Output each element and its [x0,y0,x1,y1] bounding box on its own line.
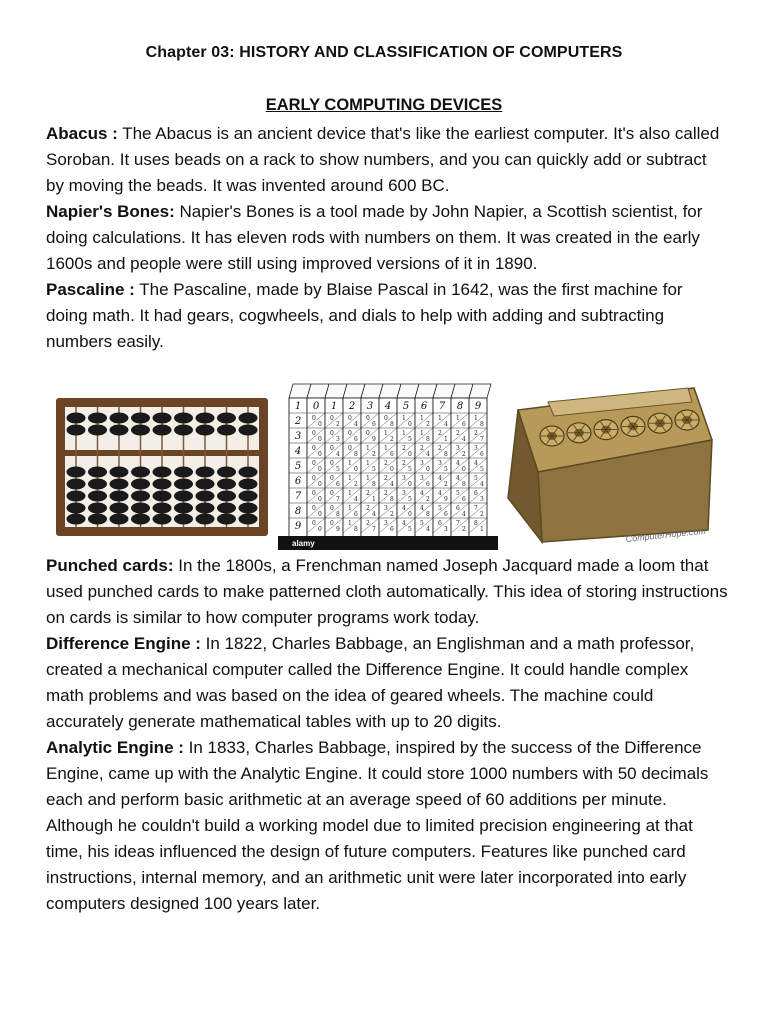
bone-ones-digit: 0 [408,451,412,458]
bone-ones-digit: 2 [390,511,394,518]
bone-ones-digit: 5 [408,466,412,473]
paragraph-analytic-engine [46,735,728,917]
bone-tens-digit: 1 [384,445,388,452]
bone-tens-digit: 0 [312,475,316,482]
bone-header-digit: 6 [420,401,428,412]
bone-tens-digit: 2 [402,445,406,452]
abacus-bead [153,479,172,490]
abacus-bead [217,425,236,436]
computerhope-watermark: ComputerHope.com [625,525,707,544]
bone-top [469,384,491,398]
paragraph-napiers-bones [46,199,728,277]
bone-tens-digit: 1 [438,415,442,422]
abacus-bead [67,467,86,478]
bone-ones-digit: 6 [372,421,376,428]
abacus-bead [217,413,236,424]
bone-ones-digit: 4 [426,451,430,458]
abacus-bead [217,514,236,525]
abacus-bead [174,413,193,424]
bone-ones-digit: 2 [480,511,484,518]
bone-tens-digit: 3 [384,520,388,527]
bone-tens-digit: 0 [312,505,316,512]
abacus-bead [239,479,258,490]
bone-ones-digit: 6 [354,511,358,518]
bone-ones-digit: 2 [462,526,466,533]
bone-ones-digit: 3 [336,436,340,443]
bone-tens-digit: 5 [420,520,424,527]
bone-tens-digit: 1 [348,490,352,497]
abacus-bead [153,425,172,436]
text-pascaline: The Pascaline, made by Blaise Pascal in 1642, was the first machine for doing math. It had gears, cogwheels, and dials to help with adding and subtracting numbers easily. [46,280,683,351]
bone-ones-digit: 2 [462,451,466,458]
bone-ones-digit: 8 [462,481,466,488]
term-abacus: Abacus : [46,124,118,143]
bone-ones-digit: 0 [318,496,322,503]
bone-tens-digit: 4 [456,475,460,482]
paragraph-punched-cards [46,553,728,631]
bone-ones-digit: 1 [480,526,484,533]
section-title: EARLY COMPUTING DEVICES [265,96,503,114]
abacus-bead [110,491,129,502]
bone-ones-digit: 4 [426,526,430,533]
bone-ones-digit: 2 [372,451,376,458]
bone-tens-digit: 2 [366,490,370,497]
bone-tens-digit: 1 [348,505,352,512]
bone-ones-digit: 9 [444,496,448,503]
abacus-bead [174,503,193,514]
bone-rod [325,398,343,537]
bone-ones-digit: 6 [336,481,340,488]
bone-ones-digit: 0 [390,466,394,473]
paragraph-pascaline [46,277,728,355]
bone-ones-digit: 9 [336,526,340,533]
abacus-bead [174,425,193,436]
bone-ones-digit: 6 [390,526,394,533]
abacus-bead [239,467,258,478]
bone-row-label: 5 [294,461,302,472]
abacus-bead [67,491,86,502]
abacus-bead [88,514,107,525]
abacus-bead [131,425,150,436]
text-punched-cards: In the 1800s, a Frenchman named Joseph Jacquard made a loom that used punched cards to make patterned cloth automatically. This idea of storing instructions on cards is similar to how computer programs work today. [46,556,728,627]
bone-tens-digit: 0 [312,520,316,527]
bone-tens-digit: 2 [474,430,478,437]
bone-rod [379,398,397,537]
bone-row-label: 8 [294,506,302,517]
abacus-bead [196,425,215,436]
abacus-bead [67,425,86,436]
abacus-bead [110,479,129,490]
bone-ones-digit: 8 [480,421,484,428]
bone-rod [433,398,451,537]
bone-row-label: 7 [294,491,302,502]
bone-ones-digit: 2 [426,421,430,428]
abacus-bead [174,467,193,478]
paragraph-abacus [46,121,728,199]
abacus-bead [110,514,129,525]
abacus-image [56,398,268,536]
bone-header-digit: 9 [474,401,482,412]
bone-tens-digit: 5 [456,490,460,497]
bone-ones-digit: 0 [318,526,322,533]
bone-ones-digit: 0 [354,466,358,473]
abacus-bead [131,413,150,424]
bone-tens-digit: 0 [312,445,316,452]
bone-ones-digit: 8 [390,421,394,428]
abacus-bead [196,467,215,478]
bone-ones-digit: 0 [408,421,412,428]
bone-ones-digit: 8 [372,481,376,488]
bone-ones-digit: 9 [372,436,376,443]
bone-tens-digit: 2 [384,460,388,467]
bone-header-digit: 1 [330,401,338,412]
abacus-bead [239,425,258,436]
abacus-bead [239,503,258,514]
abacus-bead [174,491,193,502]
bone-tens-digit: 0 [330,520,334,527]
bone-tens-digit: 0 [366,430,370,437]
abacus-bead [131,491,150,502]
abacus-bead [110,413,129,424]
bone-tens-digit: 0 [330,460,334,467]
bone-rod [469,398,487,537]
bone-tens-digit: 0 [312,490,316,497]
bone-ones-digit: 8 [426,511,430,518]
bone-rod [397,398,415,537]
bone-ones-digit: 4 [462,436,466,443]
bone-row-label: 2 [294,416,302,427]
bone-tens-digit: 2 [420,445,424,452]
bone-ones-digit: 0 [318,436,322,443]
term-analytic-engine: Analytic Engine : [46,738,184,757]
bone-tens-digit: 4 [438,490,442,497]
bone-ones-digit: 0 [318,451,322,458]
bone-ones-digit: 0 [318,466,322,473]
abacus-bead [217,479,236,490]
term-napiers-bones: Napier's Bones: [46,202,175,221]
abacus-bead [174,479,193,490]
abacus-bead [110,425,129,436]
bone-tens-digit: 4 [402,505,406,512]
abacus-bead [88,503,107,514]
alamy-watermark: alamy [292,539,315,548]
bone-ones-digit: 6 [354,436,358,443]
abacus-bead [196,479,215,490]
bone-ones-digit: 6 [444,511,448,518]
bone-tens-digit: 2 [384,475,388,482]
bone-ones-digit: 5 [480,466,484,473]
bone-header-digit: 8 [456,401,464,412]
abacus-bead [153,413,172,424]
bone-tens-digit: 0 [330,430,334,437]
bone-tens-digit: 1 [366,460,370,467]
bone-tens-digit: 0 [330,445,334,452]
bone-tens-digit: 4 [474,460,478,467]
bone-tens-digit: 1 [474,415,478,422]
bone-ones-digit: 4 [480,481,484,488]
bone-tens-digit: 1 [456,415,460,422]
abacus-bead [131,479,150,490]
abacus-bead [153,491,172,502]
bone-tens-digit: 4 [420,490,424,497]
abacus-bead [110,467,129,478]
bone-ones-digit: 1 [372,496,376,503]
bone-ones-digit: 5 [408,496,412,503]
text-difference-engine: In 1822, Charles Babbage, an Englishman and a math professor, created a mechanical computer called the Difference Engine. It could handle complex math problems and was based on the idea of geared wheels. The machine could accurately generate mathematical tables with up to 20 digits. [46,634,695,731]
bone-tens-digit: 2 [384,490,388,497]
bone-row-label: 6 [294,476,302,487]
bone-ones-digit: 6 [480,451,484,458]
bone-ones-digit: 3 [480,496,484,503]
bone-rod [361,398,379,537]
bone-ones-digit: 8 [426,436,430,443]
bone-tens-digit: 8 [474,520,478,527]
napiers-bones-image [278,380,498,550]
bone-row-label: 3 [294,431,302,442]
bone-ones-digit: 2 [336,421,340,428]
bone-ones-digit: 0 [462,466,466,473]
abacus-bead [217,503,236,514]
term-difference-engine: Difference Engine : [46,634,201,653]
bone-ones-digit: 6 [462,421,466,428]
abacus-bead [88,491,107,502]
bone-header-digit: 1 [294,401,302,412]
bone-row-label: 4 [294,446,302,457]
bone-tens-digit: 0 [330,490,334,497]
bone-ones-digit: 7 [372,526,376,533]
bone-tens-digit: 1 [348,520,352,527]
bone-tens-digit: 2 [438,445,442,452]
term-punched-cards: Punched cards: [46,556,174,575]
abacus-bead [88,467,107,478]
bone-tens-digit: 0 [312,460,316,467]
bone-ones-digit: 2 [426,496,430,503]
bone-ones-digit: 4 [444,421,448,428]
bone-tens-digit: 4 [402,520,406,527]
bone-tens-digit: 0 [330,505,334,512]
bone-ones-digit: 3 [444,526,448,533]
bone-ones-digit: 8 [444,451,448,458]
bone-tens-digit: 6 [438,520,442,527]
bone-ones-digit: 8 [354,526,358,533]
abacus-bead [67,413,86,424]
bone-ones-digit: 4 [336,451,340,458]
abacus-bead [239,491,258,502]
bone-rod [451,398,469,537]
bone-tens-digit: 7 [456,520,460,527]
bone-tens-digit: 6 [474,490,478,497]
bone-header-digit: 5 [402,401,410,412]
bone-tens-digit: 0 [330,475,334,482]
bone-ones-digit: 6 [390,451,394,458]
bone-ones-digit: 0 [318,511,322,518]
bone-ones-digit: 8 [390,496,394,503]
abacus-bead [131,467,150,478]
bone-tens-digit: 3 [402,490,406,497]
bone-tens-digit: 0 [348,445,352,452]
bone-header-digit: 0 [312,401,320,412]
bone-ones-digit: 0 [318,481,322,488]
pascaline-image [498,380,720,550]
abacus-bead [67,514,86,525]
bone-ones-digit: 1 [444,436,448,443]
image-row [46,380,728,552]
bone-row-label: 9 [294,521,302,532]
bone-ones-digit: 4 [462,511,466,518]
bone-ones-digit: 8 [336,511,340,518]
bone-tens-digit: 3 [474,445,478,452]
abacus-bead [88,413,107,424]
bone-rod [415,398,433,537]
bone-tens-digit: 6 [456,505,460,512]
bone-ones-digit: 4 [354,421,358,428]
bone-tens-digit: 1 [366,445,370,452]
bone-rod [307,398,325,537]
bone-tens-digit: 4 [456,460,460,467]
paragraph-difference-engine [46,631,728,735]
bone-tens-digit: 1 [402,430,406,437]
abacus-bead [217,467,236,478]
bone-ones-digit: 7 [336,496,340,503]
bone-ones-digit: 5 [408,436,412,443]
bone-tens-digit: 3 [420,475,424,482]
text-napiers-bones: Napier's Bones is a tool made by John Napier, a Scottish scientist, for doing calculations. It has eleven rods with numbers on them. It was created in the early 1600s and people were still using improved versions of it in 1890. [46,202,703,273]
bone-ones-digit: 2 [390,436,394,443]
bone-tens-digit: 0 [348,430,352,437]
bone-tens-digit: 1 [420,415,424,422]
bone-tens-digit: 0 [348,415,352,422]
bone-tens-digit: 2 [438,430,442,437]
bone-tens-digit: 1 [384,430,388,437]
bone-tens-digit: 3 [456,445,460,452]
abacus-bead [153,503,172,514]
abacus-bead [239,514,258,525]
term-pascaline: Pascaline : [46,280,135,299]
abacus-bead [67,479,86,490]
abacus-bead [174,514,193,525]
bone-tens-digit: 0 [384,415,388,422]
abacus-bead [153,467,172,478]
paragraphs-top [46,121,728,355]
bone-ones-digit: 2 [354,481,358,488]
bone-tens-digit: 1 [402,415,406,422]
text-analytic-engine: In 1833, Charles Babbage, inspired by the success of the Difference Engine, came up with the Analytic Engine. It could store 1000 numbers with 50 decimals each and perform basic arithmetic at an average speed of 60 additions per minute. Although he couldn't build a working model due to limited precision engineering at that time, his ideas influenced the design of future computers. Features like punched card instructions, internal memory, and an arithmetic unit were later incorporated into early computers designed 100 years later. [46,738,709,913]
abacus-bead [239,413,258,424]
bone-tens-digit: 2 [402,460,406,467]
abacus-bead [196,514,215,525]
bone-rod [343,398,361,537]
bone-tens-digit: 3 [402,475,406,482]
abacus-bead [88,479,107,490]
chapter-title: Chapter 03: HISTORY AND CLASSIFICATION OF COMPUTERS [145,44,623,61]
bone-ones-digit: 8 [354,451,358,458]
abacus-bead [88,425,107,436]
bone-tens-digit: 4 [438,475,442,482]
bone-ones-digit: 4 [354,496,358,503]
abacus-bead [196,491,215,502]
bone-tens-digit: 2 [366,520,370,527]
bone-ones-digit: 6 [426,481,430,488]
bone-ones-digit: 0 [426,466,430,473]
bone-tens-digit: 3 [384,505,388,512]
bone-ones-digit: 5 [444,466,448,473]
bone-ones-digit: 0 [408,481,412,488]
bone-ones-digit: 5 [336,466,340,473]
bone-tens-digit: 5 [474,475,478,482]
bone-tens-digit: 7 [474,505,478,512]
bone-ones-digit: 4 [372,511,376,518]
bone-tens-digit: 2 [366,505,370,512]
bone-tens-digit: 1 [420,430,424,437]
bone-header-digit: 3 [366,401,374,412]
bone-tens-digit: 1 [366,475,370,482]
bone-ones-digit: 5 [408,526,412,533]
bone-ones-digit: 2 [444,481,448,488]
bone-ones-digit: 0 [318,421,322,428]
bone-tens-digit: 0 [312,415,316,422]
bone-tens-digit: 1 [348,475,352,482]
abacus-bead [67,503,86,514]
paragraphs-bottom [46,553,728,917]
abacus-bead [196,413,215,424]
bone-tens-digit: 1 [348,460,352,467]
bone-ones-digit: 4 [390,481,394,488]
bone-tens-digit: 2 [456,430,460,437]
bone-ones-digit: 5 [372,466,376,473]
bone-header-digit: 7 [438,401,446,412]
bone-tens-digit: 0 [366,415,370,422]
bone-header-digit: 2 [348,401,356,412]
abacus-bead [110,503,129,514]
bone-tens-digit: 4 [420,505,424,512]
bone-ones-digit: 7 [480,436,484,443]
abacus-bead [153,514,172,525]
text-abacus: The Abacus is an ancient device that's like the earliest computer. It's also called Soroban. It uses beads on a rack to show numbers, and you can quickly add or subtract by moving the beads. It was invented around 600 BC. [46,124,720,195]
bone-header-digit: 4 [384,401,392,412]
bone-tens-digit: 3 [420,460,424,467]
abacus-bead [217,491,236,502]
bone-ones-digit: 0 [408,511,412,518]
bone-tens-digit: 5 [438,505,442,512]
bone-tens-digit: 0 [330,415,334,422]
abacus-bead [131,514,150,525]
abacus-bead [196,503,215,514]
abacus-bead [131,503,150,514]
bone-tens-digit: 3 [438,460,442,467]
bone-tens-digit: 0 [312,430,316,437]
bone-ones-digit: 6 [462,496,466,503]
